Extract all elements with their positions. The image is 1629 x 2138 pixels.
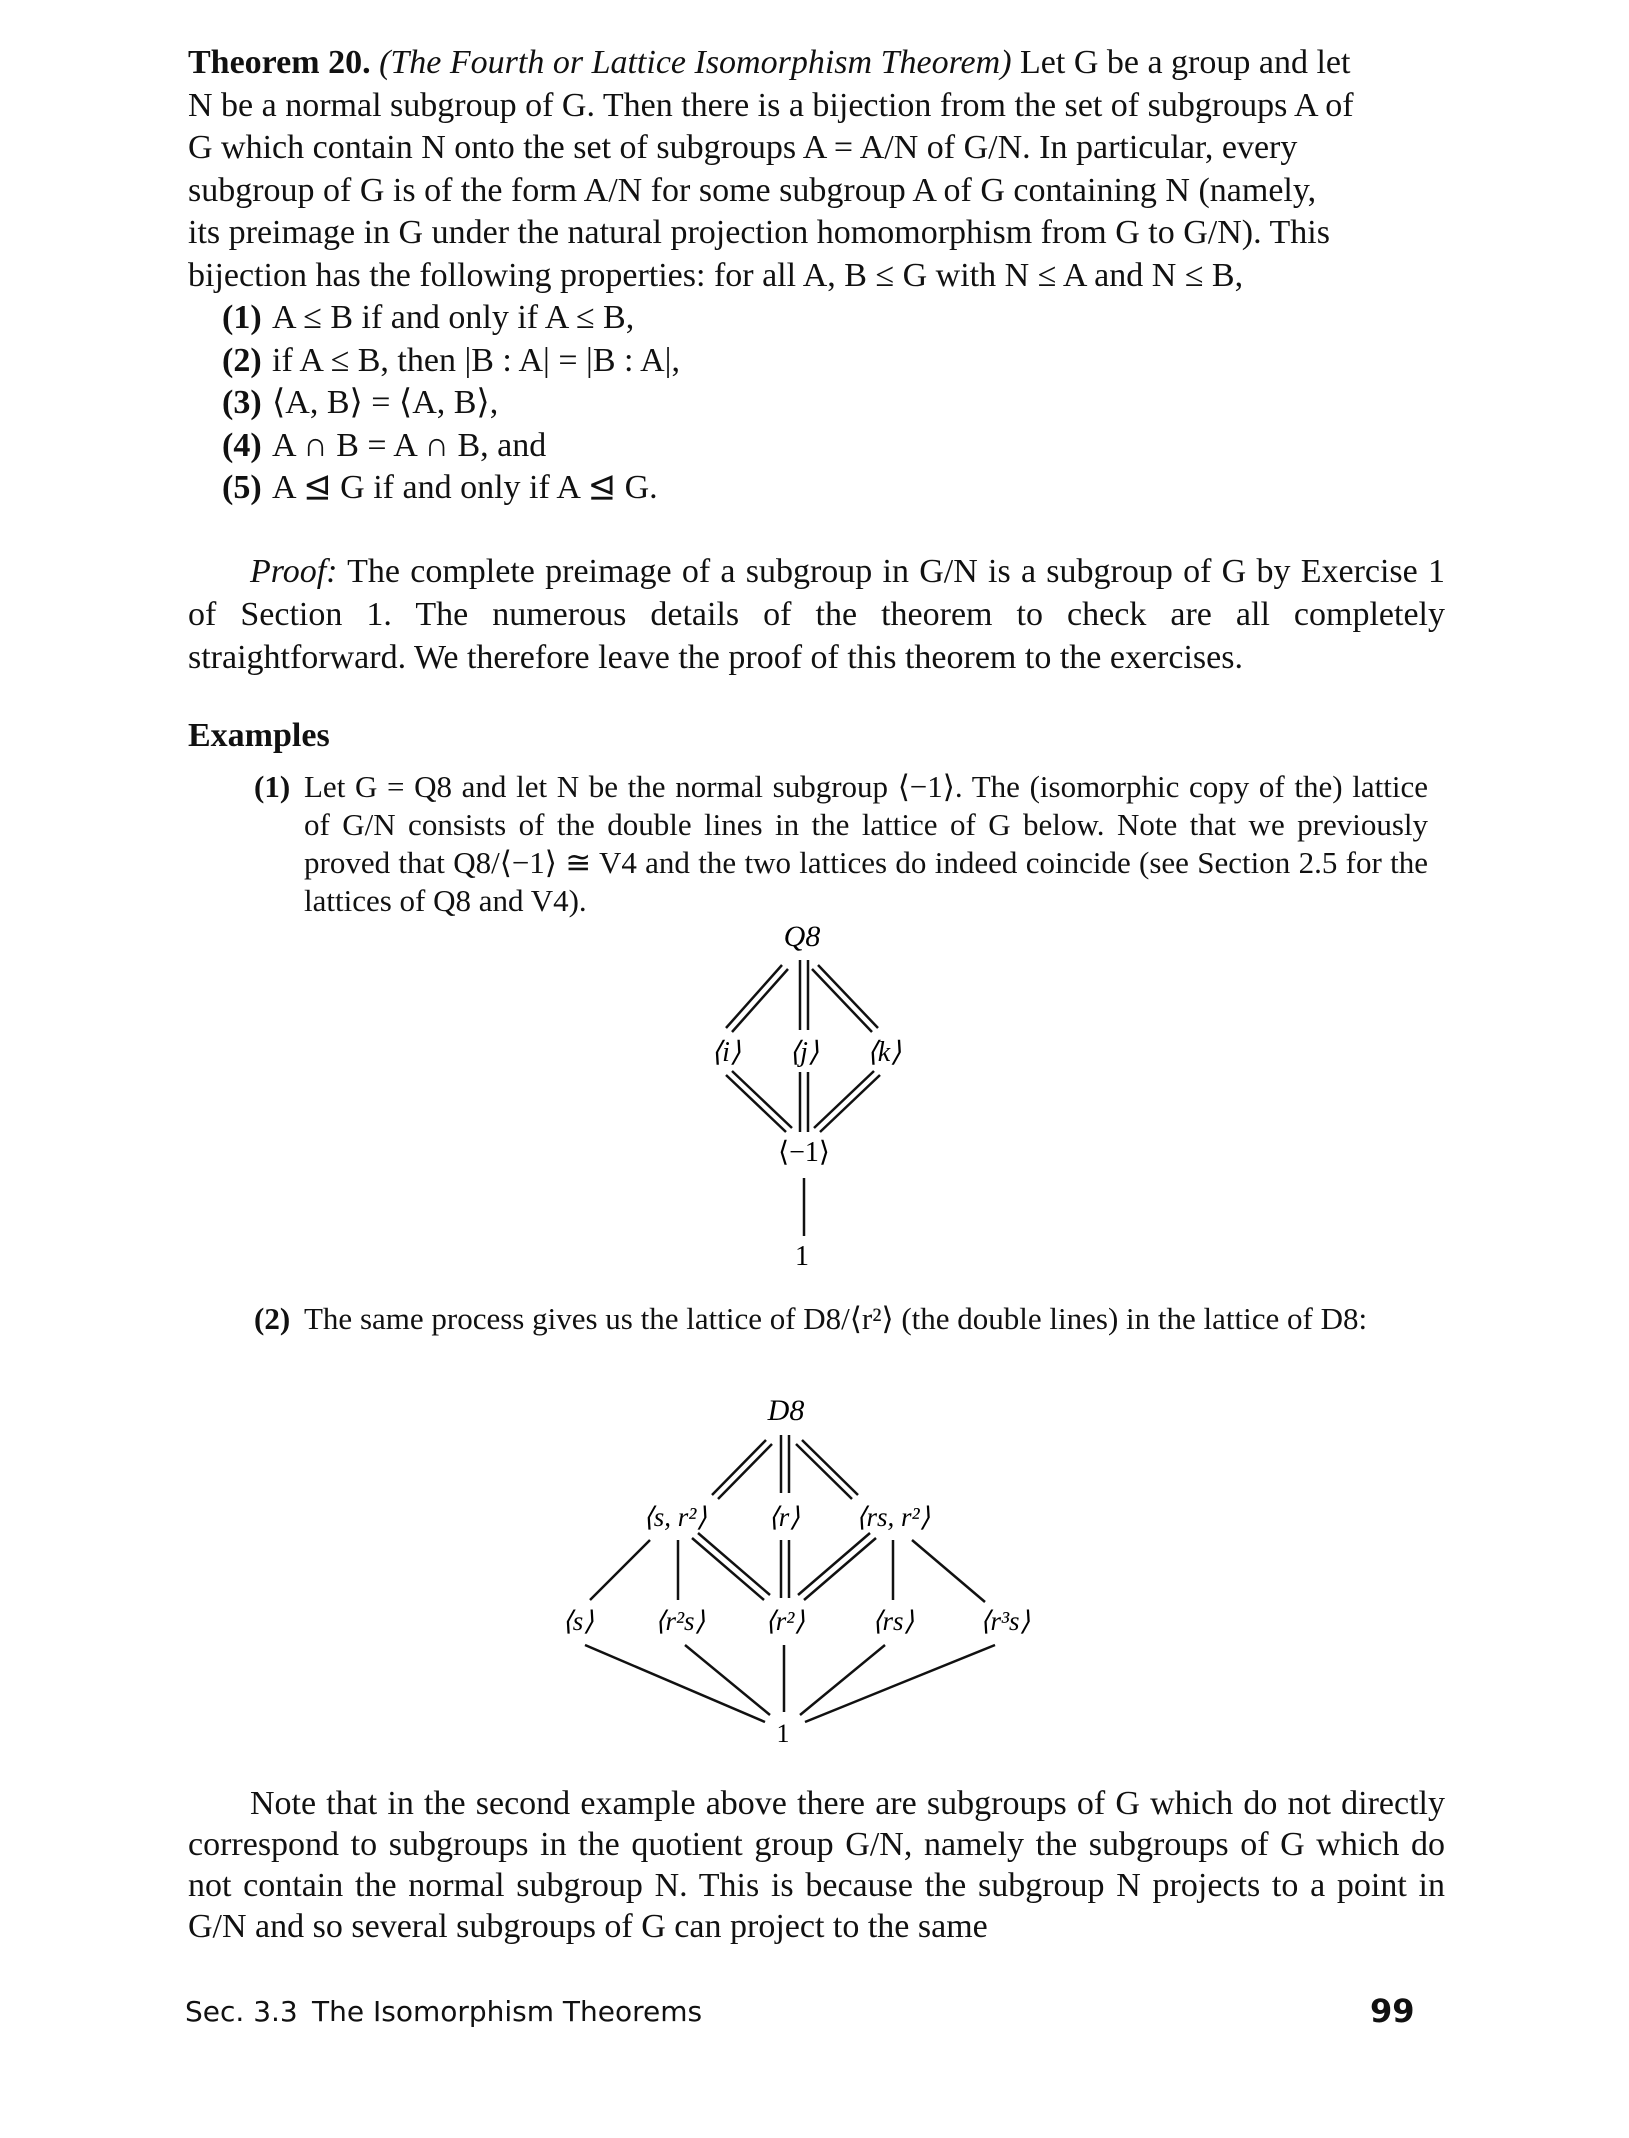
- example-number: (1): [254, 769, 291, 804]
- lattice-node: ⟨rs, r²⟩: [855, 1502, 931, 1532]
- property-item: (1) A ≤ B if and only if A ≤ B,: [222, 299, 635, 336]
- theorem-block: [188, 42, 1445, 297]
- lattice-node-center: ⟨−1⟩: [778, 1137, 830, 1168]
- closing-paragraph: Note that in the second example above there are subgroups of G which do not directly correspond to subgroups in the quotient group G/N, namely the subgroups of G which do not contain the normal subgroup N. This is because the subgroup N projects to a point in G/N and so several subgroups of G can project to the same: [188, 1785, 1445, 1945]
- lattice-edge: [590, 1540, 650, 1600]
- lattice-double-edge: [698, 1533, 770, 1595]
- lattice-double-edge: [814, 1071, 874, 1128]
- theorem-line-1: [188, 42, 1445, 85]
- lattice-node-bottom: 1: [795, 1241, 809, 1272]
- example-1: [254, 768, 1428, 920]
- lattice-double-edge: [812, 969, 872, 1032]
- lattice-double-edge: [796, 1444, 852, 1499]
- lattice-double-edge: [726, 1075, 786, 1132]
- lattice-node: ⟨r³s⟩: [979, 1606, 1031, 1636]
- d8-lattice-diagram: [0, 1390, 1629, 1790]
- properties-list: [222, 297, 680, 510]
- theorem-line: subgroup of G is of the form A/N for some subgroup A of G containing N (namely,: [188, 171, 1317, 209]
- example-number: (2): [254, 1301, 291, 1336]
- lattice-node: ⟨r²s⟩: [654, 1606, 706, 1636]
- lattice-node: ⟨i⟩: [711, 1037, 741, 1068]
- lattice-double-edge: [798, 1533, 870, 1595]
- lattice-node: ⟨r⟩: [768, 1502, 800, 1532]
- lattice-edge: [800, 1645, 885, 1715]
- proof-label: Proof:: [250, 553, 338, 590]
- lattice-node-bottom: 1: [776, 1719, 790, 1748]
- lattice-node: ⟨r²⟩: [765, 1606, 805, 1636]
- theorem-label: Theorem 20.: [188, 44, 371, 81]
- lattice-double-edge: [692, 1538, 764, 1600]
- lattice-double-edge: [732, 1071, 792, 1128]
- page-number: 99: [1370, 1992, 1415, 2030]
- theorem-line: bijection has the following properties: for all A, B ≤ G with N ≤ A and N ≤ B,: [188, 256, 1244, 294]
- theorem-line: Let G be a group and let: [1020, 44, 1351, 81]
- lattice-edge: [912, 1540, 985, 1602]
- lattice-node: ⟨j⟩: [789, 1037, 819, 1068]
- lattice-double-edge: [820, 1075, 880, 1132]
- theorem-line: G which contain N onto the set of subgroups A = A/N of G/N. In particular, every: [188, 129, 1298, 166]
- property-item: (3) ⟨A, B⟩ = ⟨A, B⟩,: [222, 384, 499, 421]
- property-item: (2) if A ≤ B, then |B : A| = |B : A|,: [222, 341, 680, 379]
- example-text: Let G = Q8 and let N be the normal subgroup ⟨−1⟩. The (isomorphic copy of the) lattice of G/N consists of the double lines in the lattice of G below. Note that we previously proved that Q8/⟨−1⟩ ≅ V4 and the two lattices do indeed coincide (see Section 2.5 for the lattices of Q8 and V4).: [304, 769, 1428, 918]
- lattice-node-top: D8: [767, 1394, 805, 1427]
- theorem-name: (The Fourth or Lattice Isomorphism Theorem): [379, 44, 1012, 81]
- examples-heading: Examples: [188, 717, 330, 754]
- lattice-node: ⟨k⟩: [866, 1037, 902, 1068]
- property-item: (5) A ⊴ G if and only if A ⊴ G.: [222, 469, 658, 506]
- lattice-double-edge: [818, 965, 878, 1028]
- lattice-double-edge: [712, 1440, 766, 1495]
- lattice-double-edge: [804, 1538, 876, 1600]
- lattice-double-edge: [732, 969, 788, 1032]
- proof-paragraph: [188, 550, 1445, 679]
- lattice-double-edge: [726, 965, 782, 1028]
- lattice-edge: [585, 1645, 765, 1722]
- lattice-node-top: Q8: [783, 920, 821, 953]
- proof-text: The complete preimage of a subgroup in G/N is a subgroup of G by Exercise 1 of Section 1. The numerous details of the theorem to check are all completely straightforward. We therefore leave the proof of this theorem to the exercises.: [188, 553, 1445, 676]
- q8-lattice-diagram: [0, 920, 1629, 1280]
- theorem-line: N be a normal subgroup of G. Then there is a bijection from the set of subgroups A of: [188, 86, 1354, 124]
- theorem-line: its preimage in G under the natural projection homomorphism from G to G/N). This: [188, 214, 1330, 251]
- lattice-double-edge: [802, 1440, 858, 1495]
- lattice-edge: [685, 1645, 770, 1715]
- lattice-double-edge: [718, 1444, 772, 1499]
- footer-title: The Isomorphism Theorems: [312, 1995, 703, 2028]
- property-item: (4) A ∩ B = A ∩ B, and: [222, 426, 547, 464]
- example-2: [254, 1300, 1428, 1338]
- lattice-edge: [805, 1645, 995, 1722]
- lattice-node: ⟨rs⟩: [871, 1606, 915, 1636]
- example-text: The same process gives us the lattice of D8/⟨r²⟩ (the double lines) in the lattice of D8:: [304, 1301, 1368, 1336]
- lattice-node: ⟨s⟩: [562, 1606, 594, 1636]
- footer-section: Sec. 3.3: [185, 1995, 298, 2028]
- lattice-node: ⟨s, r²⟩: [643, 1502, 707, 1532]
